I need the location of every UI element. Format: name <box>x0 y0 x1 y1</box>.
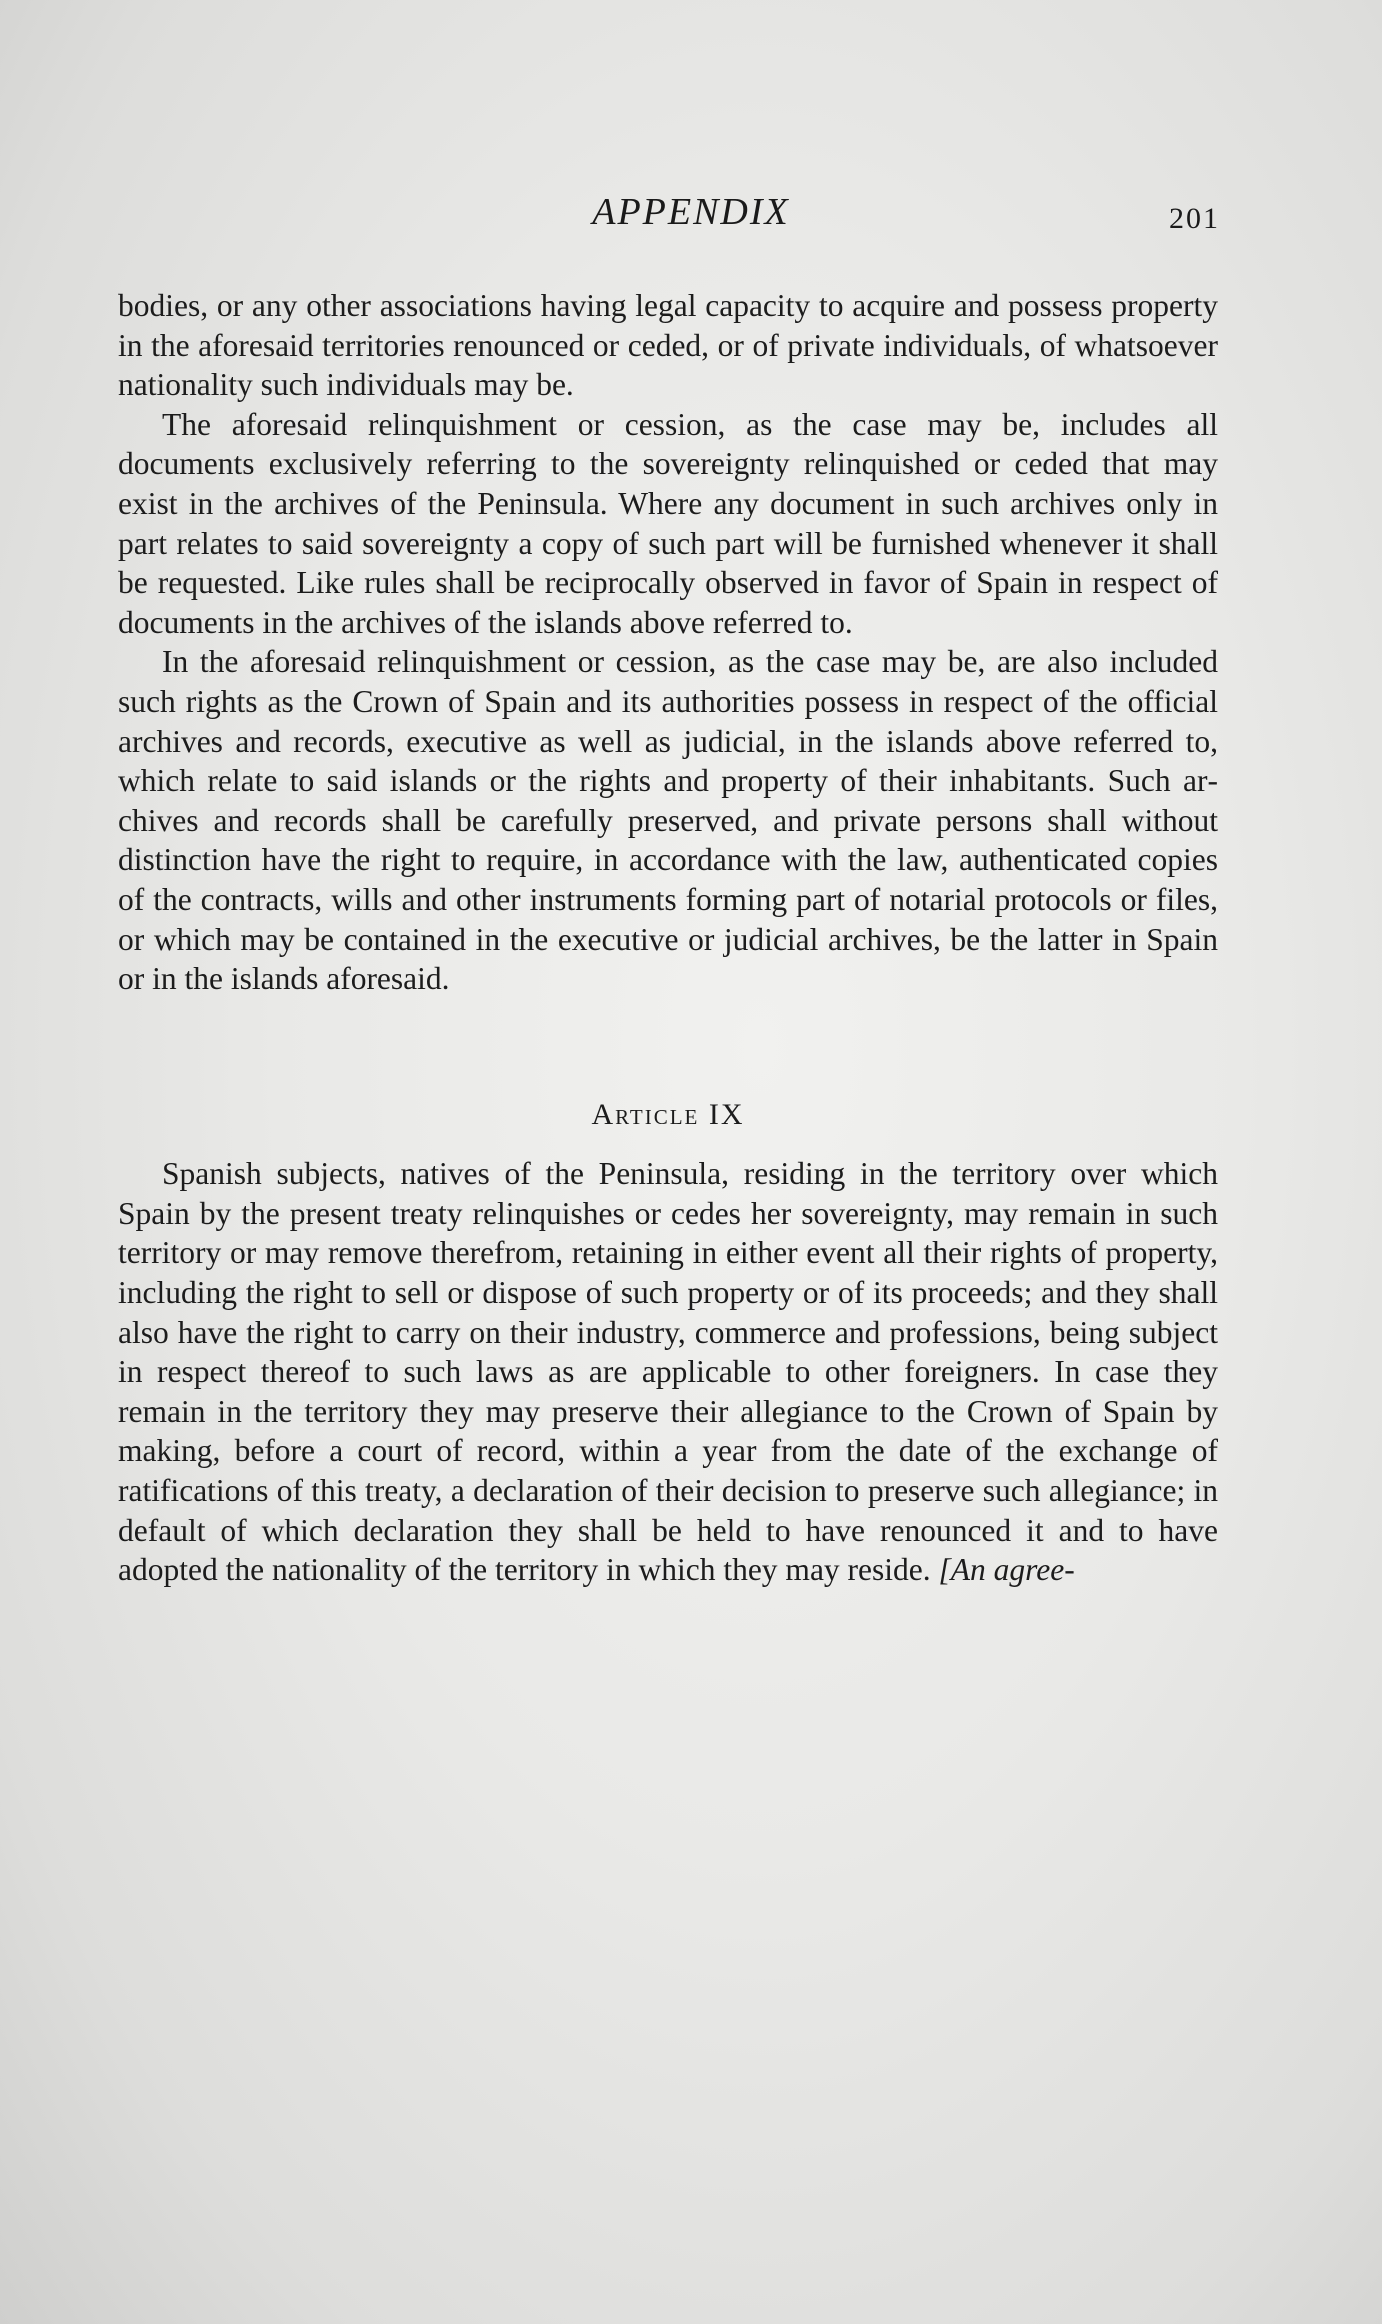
body-text <box>118 286 1218 1590</box>
article-paragraph <box>118 1154 1218 1590</box>
running-head: APPENDIX <box>592 191 790 233</box>
page-header <box>0 190 1382 250</box>
page-number: 201 <box>1169 202 1220 235</box>
article-text: Spanish subjects, natives of the Peninsula, residing in the territory over which Spain by the present treaty relinquishes or cedes her sovereignty, may remain in such territory or may remove therefrom, retaining in either event all their rights of property, including the right to sell or dispose of such property or of its proceeds; and they shall also have the right to carry on their industry, commerce and professions, being subject in respect thereof to such laws as are applicable to other foreigners. In case they remain in the territory they may preserve their allegiance to the Crown of Spain by making, before a court of record, within a year from the date of the exchange of ratifications of this treaty, a declaration of their decision to preserve such allegiance; in default of which declaration they shall be held to have renounced it and to have adopted the nationality of the territory in which they may reside. <box>118 1156 1218 1588</box>
article-heading: Article IX <box>591 1097 745 1131</box>
paragraph-continued: bodies, or any other associations having legal capacity to acquire and possess property in the aforesaid territories renounced or ceded, or of private individuals, of whatsoever nationality such individuals may be. <box>118 288 1218 403</box>
paragraph: In the aforesaid relinquishment or cession, as the case may be, are also included such rights as the Crown of Spain and its authorities possess in respect of the official archives and records, executive as well as judicial, in the islands above referred to, which relate to said islands or the rights and property of their inhabitants. Such archives and records shall be carefully preserved, and private persons shall without distinction have the right to require, in accordance with the law, authenticated copies of the contracts, wills and other instruments forming part of notarial protocols or files, or which may be contained in the executive or judicial archives, be the latter in Spain or in the islands aforesaid. <box>118 644 1218 997</box>
paragraph: The aforesaid relinquishment or cession, as the case may be, includes all documents exclusively referring to the sovereignty relinquished or ceded that may exist in the archives of the Peninsula. Where any document in such archives only in part relates to said sovereignty a copy of such part will be furnished whenever it shall be requested. Like rules shall be reciprocally observed in favor of Spain in respect of documents in the archives of the islands above referred to. <box>118 406 1218 640</box>
continuation-note: [An agree- <box>938 1552 1075 1588</box>
